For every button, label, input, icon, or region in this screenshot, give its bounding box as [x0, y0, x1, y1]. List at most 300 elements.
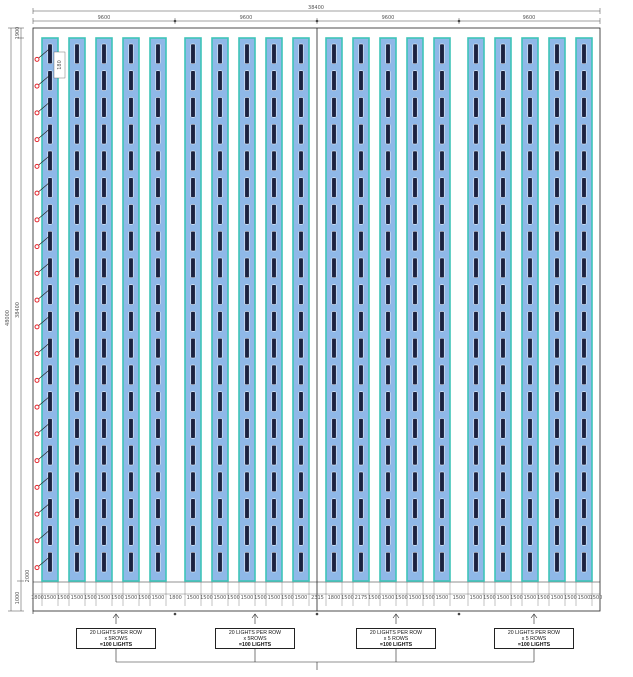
- light-fixture: [413, 392, 417, 412]
- light-fixture: [156, 285, 160, 305]
- light-fixture: [474, 151, 478, 171]
- row-pitch-label: 180: [57, 60, 63, 70]
- spacing-label: 1500: [523, 595, 537, 601]
- light-fixture: [218, 499, 222, 519]
- light-fixture: [102, 499, 106, 519]
- light-fixture: [191, 552, 195, 572]
- light-fixture: [299, 71, 303, 91]
- light-fixture: [245, 472, 249, 492]
- light-fixture: [129, 392, 133, 412]
- spacing-label: 1500: [368, 595, 381, 601]
- light-fixture: [245, 124, 249, 144]
- note-lights-per-row: 20 LIGHTS PER ROW: [507, 630, 561, 636]
- light-fixture: [582, 205, 586, 225]
- red-circle-icon: [35, 84, 39, 88]
- light-fixture: [413, 365, 417, 385]
- light-fixture: [75, 285, 79, 305]
- lighting-note-group-4: [494, 628, 574, 649]
- light-fixture: [528, 499, 532, 519]
- light-fixture: [359, 258, 363, 278]
- light-fixture: [156, 499, 160, 519]
- light-fixture: [245, 231, 249, 251]
- light-fixture: [299, 392, 303, 412]
- light-fixture: [191, 285, 195, 305]
- light-fixture: [386, 205, 390, 225]
- light-fixture: [440, 71, 444, 91]
- spacing-label: 1500: [70, 595, 84, 601]
- light-fixture: [75, 71, 79, 91]
- light-fixture: [191, 124, 195, 144]
- light-fixture: [555, 419, 559, 439]
- light-fixture: [75, 124, 79, 144]
- light-fixture: [359, 205, 363, 225]
- light-fixture: [191, 472, 195, 492]
- light-fixture: [501, 445, 505, 465]
- note-total: =100 LIGHTS: [238, 642, 272, 649]
- light-fixture: [156, 44, 160, 64]
- light-fixture: [272, 124, 276, 144]
- spacing-label: 1500: [240, 595, 254, 601]
- light-fixture: [528, 472, 532, 492]
- spacing-label: 1500: [138, 595, 151, 601]
- light-fixture: [440, 472, 444, 492]
- light-fixture: [75, 445, 79, 465]
- light-fixture: [129, 526, 133, 546]
- note-rows: x 5ROWS: [104, 636, 128, 643]
- light-fixture: [359, 231, 363, 251]
- light-fixture: [582, 499, 586, 519]
- light-fixture: [299, 285, 303, 305]
- light-fixture: [129, 445, 133, 465]
- light-fixture: [332, 258, 336, 278]
- light-fixture: [440, 285, 444, 305]
- light-fixture: [156, 205, 160, 225]
- bottom-margin-label: 2000: [25, 569, 31, 583]
- light-fixture: [555, 499, 559, 519]
- light-fixture: [48, 178, 52, 198]
- light-fixture: [48, 338, 52, 358]
- light-fixture: [386, 365, 390, 385]
- light-fixture: [440, 178, 444, 198]
- light-fixture: [501, 472, 505, 492]
- spacing-label: 1500: [422, 595, 435, 601]
- spacing-label: 1500: [537, 595, 550, 601]
- light-fixture: [501, 526, 505, 546]
- light-fixture: [48, 445, 52, 465]
- light-fixture: [386, 151, 390, 171]
- light-fixture: [359, 445, 363, 465]
- light-fixture: [299, 419, 303, 439]
- light-fixture: [129, 312, 133, 332]
- inner-height-label: 38400: [15, 302, 21, 318]
- light-fixture: [555, 312, 559, 332]
- light-fixture: [102, 98, 106, 118]
- light-fixture: [501, 44, 505, 64]
- light-fixture: [332, 419, 336, 439]
- light-fixture: [501, 205, 505, 225]
- light-fixture: [129, 552, 133, 572]
- light-fixture: [501, 392, 505, 412]
- red-circle-icon: [35, 512, 39, 516]
- spacing-label: 1500: [564, 595, 577, 601]
- light-fixture: [528, 44, 532, 64]
- light-fixture: [102, 445, 106, 465]
- spacing-label: 1800: [169, 595, 182, 601]
- spacing-label: 1500: [186, 595, 200, 601]
- light-fixture: [75, 98, 79, 118]
- spacing-label: 1500: [43, 595, 57, 601]
- light-fixture: [129, 472, 133, 492]
- light-fixture: [413, 526, 417, 546]
- light-fixture: [299, 338, 303, 358]
- light-fixture: [386, 499, 390, 519]
- light-fixture: [413, 231, 417, 251]
- light-fixture: [48, 312, 52, 332]
- light-fixture: [582, 258, 586, 278]
- light-fixture: [501, 231, 505, 251]
- light-fixture: [191, 526, 195, 546]
- light-fixture: [332, 499, 336, 519]
- light-fixture: [245, 205, 249, 225]
- red-circle-icon: [35, 218, 39, 222]
- light-fixture: [582, 71, 586, 91]
- light-fixture: [75, 178, 79, 198]
- light-fixture: [75, 499, 79, 519]
- light-fixture: [474, 124, 478, 144]
- light-fixture: [272, 338, 276, 358]
- light-fixture: [386, 552, 390, 572]
- light-fixture: [474, 205, 478, 225]
- light-fixture: [413, 285, 417, 305]
- light-fixture: [386, 312, 390, 332]
- light-fixture: [218, 98, 222, 118]
- light-fixture: [245, 178, 249, 198]
- light-fixture: [75, 151, 79, 171]
- light-fixture: [332, 285, 336, 305]
- spacing-label: 1500: [510, 595, 523, 601]
- note-lights-per-row: 20 LIGHTS PER ROW: [89, 630, 143, 636]
- light-fixture: [528, 231, 532, 251]
- light-fixture: [440, 392, 444, 412]
- red-circle-icon: [35, 459, 39, 463]
- note-rows: x 5ROWS: [243, 636, 267, 643]
- light-fixture: [156, 231, 160, 251]
- red-circle-icon: [35, 271, 39, 275]
- light-fixture: [413, 499, 417, 519]
- light-fixture: [386, 178, 390, 198]
- light-fixture: [440, 124, 444, 144]
- light-fixture: [48, 44, 52, 64]
- light-fixture: [129, 231, 133, 251]
- light-fixture: [272, 312, 276, 332]
- light-fixture: [528, 178, 532, 198]
- light-fixture: [555, 258, 559, 278]
- light-fixture: [156, 445, 160, 465]
- light-fixture: [528, 419, 532, 439]
- light-fixture: [332, 472, 336, 492]
- light-fixture: [156, 151, 160, 171]
- light-fixture: [75, 552, 79, 572]
- light-fixture: [501, 338, 505, 358]
- light-fixture: [245, 365, 249, 385]
- light-fixture: [386, 258, 390, 278]
- light-fixture: [191, 499, 195, 519]
- light-fixture: [191, 151, 195, 171]
- light-fixture: [218, 178, 222, 198]
- light-fixture: [156, 338, 160, 358]
- light-fixture: [156, 526, 160, 546]
- light-fixture: [218, 124, 222, 144]
- light-fixture: [555, 285, 559, 305]
- light-fixture: [582, 44, 586, 64]
- light-fixture: [440, 499, 444, 519]
- light-fixture: [386, 445, 390, 465]
- light-fixture: [413, 44, 417, 64]
- note-rows: x 5 ROWS: [521, 636, 547, 643]
- spacing-label: 1800: [31, 595, 44, 601]
- light-fixture: [474, 231, 478, 251]
- light-fixture: [102, 258, 106, 278]
- light-fixture: [191, 365, 195, 385]
- light-fixture: [332, 44, 336, 64]
- light-fixture: [156, 392, 160, 412]
- light-fixture: [474, 98, 478, 118]
- light-fixture: [102, 205, 106, 225]
- light-fixture: [129, 124, 133, 144]
- light-fixture: [245, 285, 249, 305]
- light-fixture: [582, 231, 586, 251]
- light-fixture: [359, 338, 363, 358]
- light-fixture: [102, 392, 106, 412]
- light-fixture: [332, 71, 336, 91]
- light-fixture: [156, 258, 160, 278]
- light-fixture: [440, 231, 444, 251]
- light-fixture: [474, 526, 478, 546]
- light-fixture: [299, 526, 303, 546]
- light-fixture: [386, 419, 390, 439]
- light-fixture: [129, 44, 133, 64]
- light-fixture: [156, 552, 160, 572]
- light-fixture: [272, 526, 276, 546]
- light-fixture: [218, 365, 222, 385]
- light-fixture: [582, 365, 586, 385]
- light-fixture: [474, 365, 478, 385]
- light-fixture: [582, 552, 586, 572]
- light-fixture: [48, 526, 52, 546]
- spacing-label: 1500: [213, 595, 227, 601]
- light-fixture: [191, 178, 195, 198]
- light-fixture: [218, 526, 222, 546]
- light-fixture: [474, 472, 478, 492]
- light-fixture: [332, 231, 336, 251]
- light-fixture: [528, 552, 532, 572]
- light-fixture: [528, 526, 532, 546]
- light-fixture: [191, 44, 195, 64]
- light-fixture: [555, 178, 559, 198]
- light-fixture: [582, 472, 586, 492]
- light-fixture: [272, 205, 276, 225]
- light-fixture: [413, 124, 417, 144]
- light-fixture: [48, 98, 52, 118]
- light-fixture: [528, 98, 532, 118]
- top-margin-label: 1900: [15, 26, 21, 40]
- light-fixture: [359, 124, 363, 144]
- light-fixture: [555, 98, 559, 118]
- spacing-label: 1500: [408, 595, 422, 601]
- light-fixture: [332, 552, 336, 572]
- light-fixture: [440, 419, 444, 439]
- light-fixture: [440, 258, 444, 278]
- light-fixture: [359, 44, 363, 64]
- light-fixture: [102, 151, 106, 171]
- light-fixture: [501, 178, 505, 198]
- red-circle-icon: [35, 138, 39, 142]
- light-fixture: [555, 392, 559, 412]
- light-fixture: [218, 472, 222, 492]
- overall-height-label: 48000: [5, 310, 11, 326]
- light-fixture: [102, 285, 106, 305]
- light-fixture: [528, 338, 532, 358]
- light-fixture: [501, 98, 505, 118]
- light-fixture: [582, 526, 586, 546]
- light-fixture: [272, 445, 276, 465]
- light-fixture: [245, 151, 249, 171]
- light-fixture: [48, 499, 52, 519]
- light-fixture: [501, 552, 505, 572]
- light-fixture: [582, 312, 586, 332]
- light-fixture: [501, 124, 505, 144]
- light-fixture: [359, 365, 363, 385]
- light-fixture: [272, 178, 276, 198]
- light-fixture: [75, 44, 79, 64]
- light-fixture: [474, 258, 478, 278]
- light-fixture: [332, 445, 336, 465]
- light-fixture: [245, 499, 249, 519]
- light-fixture: [332, 392, 336, 412]
- segment-width-label: 9600: [381, 15, 395, 21]
- light-fixture: [474, 338, 478, 358]
- light-fixture: [359, 285, 363, 305]
- red-circle-icon: [35, 325, 39, 329]
- light-fixture: [299, 499, 303, 519]
- light-fixture: [48, 258, 52, 278]
- spacing-label: 1500: [57, 595, 70, 601]
- spacing-label: 2175: [354, 595, 368, 601]
- light-fixture: [48, 231, 52, 251]
- light-fixture: [582, 392, 586, 412]
- light-fixture: [102, 178, 106, 198]
- red-circle-icon: [35, 111, 39, 115]
- light-fixture: [245, 445, 249, 465]
- spacing-label: 1500: [200, 595, 213, 601]
- light-fixture: [102, 124, 106, 144]
- light-fixture: [75, 392, 79, 412]
- light-fixture: [582, 178, 586, 198]
- red-circle-icon: [35, 352, 39, 356]
- light-fixture: [413, 258, 417, 278]
- light-fixture: [359, 178, 363, 198]
- segment-width-label: 9600: [522, 15, 536, 21]
- light-fixture: [272, 151, 276, 171]
- light-fixture: [75, 338, 79, 358]
- bottom-margin-label: 1000: [15, 591, 21, 605]
- spacing-label: 1500: [281, 595, 294, 601]
- spacing-label: 1500: [84, 595, 97, 601]
- light-fixture: [48, 124, 52, 144]
- light-fixture: [359, 71, 363, 91]
- light-fixture: [272, 365, 276, 385]
- light-fixture: [359, 552, 363, 572]
- light-fixture: [129, 71, 133, 91]
- light-fixture: [386, 285, 390, 305]
- spacing-label: 1500: [469, 595, 483, 601]
- light-fixture: [555, 231, 559, 251]
- light-fixture: [156, 124, 160, 144]
- light-fixture: [501, 258, 505, 278]
- light-fixture: [299, 312, 303, 332]
- light-fixture: [102, 365, 106, 385]
- spacing-label: 1500: [589, 595, 603, 601]
- light-fixture: [440, 365, 444, 385]
- light-fixture: [413, 178, 417, 198]
- light-fixture: [332, 205, 336, 225]
- light-fixture: [413, 445, 417, 465]
- light-fixture: [218, 445, 222, 465]
- light-fixture: [272, 419, 276, 439]
- light-fixture: [582, 124, 586, 144]
- light-fixture: [501, 285, 505, 305]
- light-fixture: [413, 552, 417, 572]
- light-fixture: [386, 392, 390, 412]
- red-circle-icon: [35, 378, 39, 382]
- light-fixture: [332, 338, 336, 358]
- light-fixture: [299, 124, 303, 144]
- light-fixture: [102, 552, 106, 572]
- light-fixture: [440, 445, 444, 465]
- light-fixture: [528, 151, 532, 171]
- light-fixture: [413, 472, 417, 492]
- light-fixture: [359, 472, 363, 492]
- light-fixture: [156, 472, 160, 492]
- light-fixture: [359, 312, 363, 332]
- light-fixture: [582, 338, 586, 358]
- spacing-label: 1500: [395, 595, 408, 601]
- light-fixture: [218, 392, 222, 412]
- note-lights-per-row: 20 LIGHTS PER ROW: [369, 630, 423, 636]
- light-fixture: [474, 44, 478, 64]
- light-fixture: [528, 312, 532, 332]
- light-fixture: [474, 312, 478, 332]
- light-fixture: [555, 552, 559, 572]
- light-fixture: [75, 258, 79, 278]
- light-fixture: [245, 419, 249, 439]
- light-fixture: [48, 392, 52, 412]
- light-fixture: [555, 365, 559, 385]
- spacing-label: 1800: [327, 595, 341, 601]
- light-fixture: [245, 258, 249, 278]
- light-fixture: [386, 472, 390, 492]
- light-fixture: [582, 151, 586, 171]
- light-fixture: [48, 419, 52, 439]
- light-fixture: [218, 312, 222, 332]
- light-fixture: [129, 178, 133, 198]
- light-fixture: [191, 205, 195, 225]
- red-circle-icon: [35, 298, 39, 302]
- light-fixture: [218, 258, 222, 278]
- light-fixture: [245, 552, 249, 572]
- light-fixture: [48, 552, 52, 572]
- light-fixture: [332, 124, 336, 144]
